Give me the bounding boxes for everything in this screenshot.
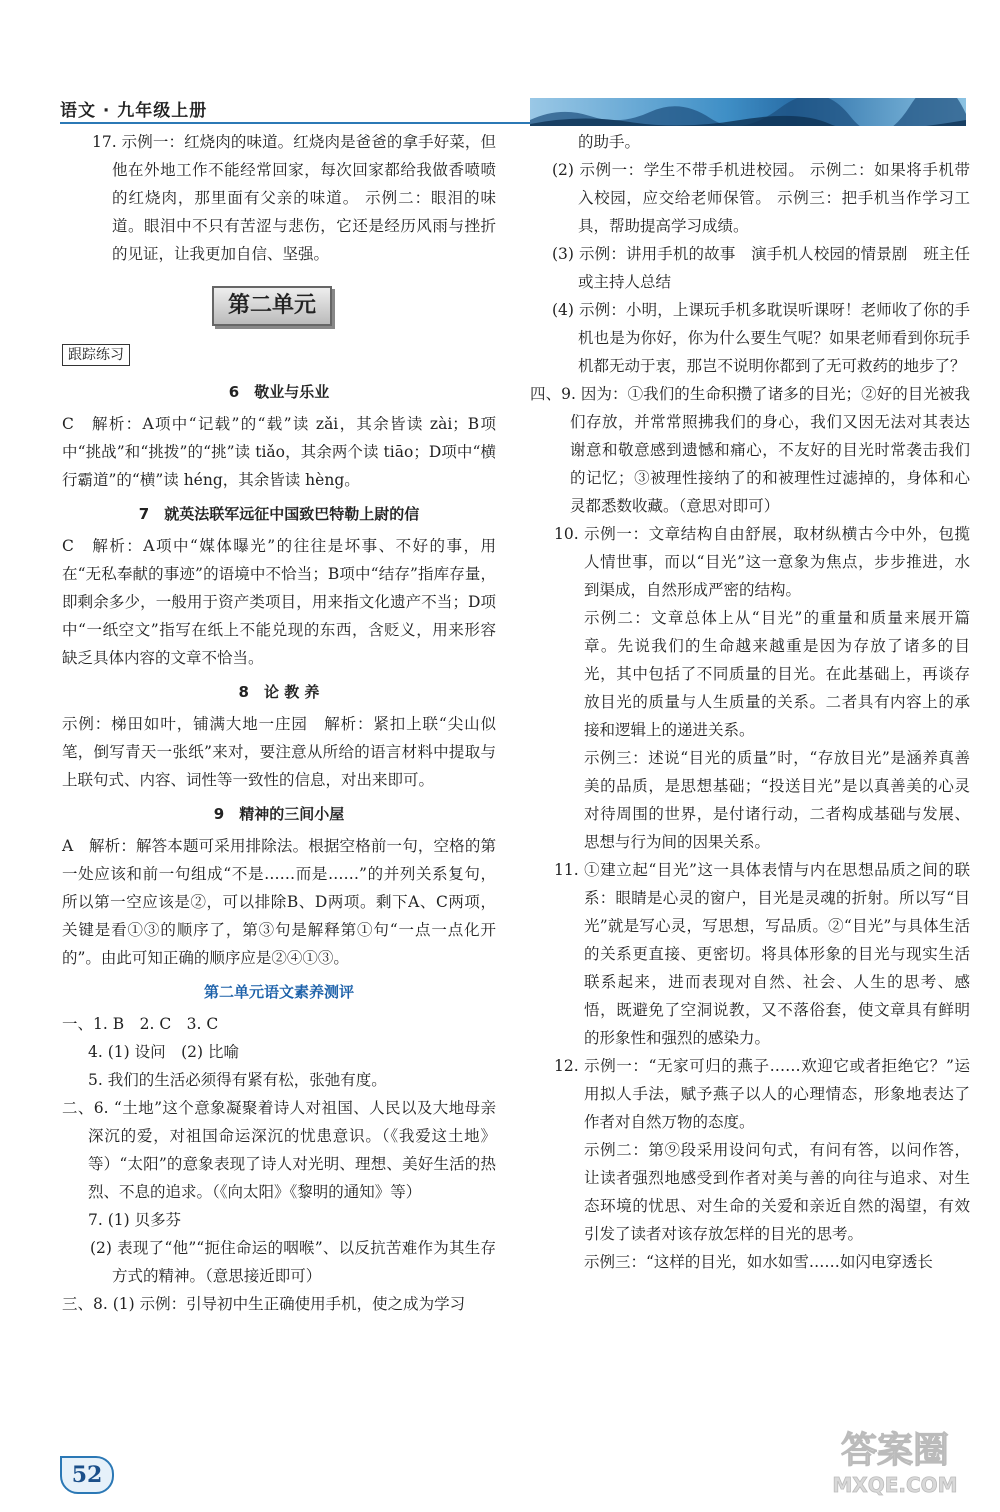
test-q12-2: 示例二：第⑨段采用设问句式，有问有答，以问作答，让读者强烈地感受到作者对美与善的向往与追求、对生态环境的忧思、对生命的关爱和亲近自然的渴望，有效引发了读者对该存放怎样的目光的思考。 [584, 1141, 970, 1243]
right-column [530, 128, 970, 1276]
test-q8-1-cont: 的助手。 [578, 133, 641, 151]
test-q10-1: 10. 示例一：文章结构自由舒展，取材纵横古今中外，包揽人情世事，而以“目光”这一意象为焦点，步步推进，水到渠成，自然形成严密的结构。 [554, 525, 970, 599]
header-rule [60, 122, 530, 124]
section-6-answer: C 解析：A项中“记载”的“载”读 zǎi，其余皆读 zài；B项中“挑战”和“挑拨”的“挑”读 tiǎo，其余两个读 tiāo；D项中“横行霸道”的“横”读 héng，其余皆读 hèng。 [62, 415, 496, 489]
test-q7-1: 7. (1) 贝多芬 [88, 1211, 182, 1229]
answer-17: 17. 示例一：红烧肉的味道。红烧肉是爸爸的拿手好菜，但他在外地工作不能经常回家，每次回家都给我做香喷喷的红烧肉，那里面有父亲的味道。 示例二：眼泪的味道。眼泪中不只有苦涩与悲伤，它还是经历风雨与挫折的见证，让我更加自信、坚强。 [92, 133, 496, 263]
test-q8-4: (4) 示例：小明，上课玩手机多耽误听课呀！老师收了你的手机也是为你好，你为什么要生气呢？如果老师看到你玩手机都无动于衷，那岂不说明你都到了无可救药的地步了？ [552, 301, 970, 375]
unit-title: 第二单元 [212, 286, 332, 326]
test-q12-1: 12. 示例一：“无家可归的燕子……欢迎它或者拒绝它？”运用拟人手法，赋予燕子以人的心理情态，形象地表达了作者对自然万物的态度。 [554, 1057, 970, 1131]
test-q1-3: 一、1. B 2. C 3. C [62, 1015, 219, 1033]
test-q10-2: 示例二：文章总体上从“目光”的重量和质量来展开篇章。先说我们的生命越来越重是因为存放了诸多的目光，其中包括了不同质量的目光。在此基础上，再谈存放目光的质量与人生质量的关系。二者具有内容上的承接和逻辑上的递进关系。 [584, 609, 970, 739]
test-q12-3: 示例三：“这样的目光，如水如雪……如闪电穿透长 [584, 1253, 933, 1271]
test-q4: 4. (1) 设问 (2) 比喻 [88, 1043, 239, 1061]
test-q5: 5. 我们的生活必须得有紧有松，张弛有度。 [88, 1071, 387, 1089]
svg-text:MXQE.COM: MXQE.COM [832, 1473, 958, 1497]
left-column [62, 128, 496, 1318]
test-q10-3: 示例三：述说“目光的质量”时，“存放目光”是涵养真善美的品质，是思想基础；“投送目光”是以真善美的心灵对待周围的世界，是付诸行动，二者构成基础与发展、思想与行为间的因果关系。 [584, 749, 970, 851]
test-q8-2: (2) 示例一：学生不带手机进校园。 示例二：如果将手机带入校园，应交给老师保管。 示例三：把手机当作学习工具，帮助提高学习成绩。 [552, 161, 970, 235]
section-8-answer: 示例：梯田如叶，铺满大地一庄园 解析：紧扣上联“尖山似笔，倒写青天一张纸”来对，要注意从所给的语言材料中提取与上联句式、内容、词性等一致性的信息，对出来即可。 [62, 715, 496, 789]
section-9-answer: A 解析：解答本题可采用排除法。根据空格前一句，空格的第一处应该和前一句组成“不是……而是……”的并列关系复句，所以第一空应该是②，可以排除B、D两项。剩下A、C两项，关键是看①③的顺序了，第③句是解释第①句“一点一点化开的”。由此可知正确的顺序应是②④①③。 [62, 837, 496, 967]
tracking-practice-tag: 跟踪练习 [62, 344, 130, 366]
section-9-title: 9 精神的三间小屋 [213, 805, 345, 823]
section-7-title: 7 就英法联军远征中国致巴特勒上尉的信 [138, 505, 420, 523]
test-q7-2: (2) 表现了“他”“扼住命运的咽喉”、以反抗苦难作为其生存方式的精神。（意思接近即可） [90, 1239, 496, 1285]
header-landscape-banner [530, 98, 966, 126]
watermark-logo [820, 1420, 970, 1500]
unit-test-title: 第二单元语文素养测评 [203, 983, 354, 1001]
test-q8-1: 三、8. (1) 示例：引导初中生正确使用手机，使之成为学习 [62, 1295, 466, 1313]
section-7-answer: C 解析：A项中“媒体曝光”的往往是坏事、不好的事，用在“无私奉献的事迹”的语境中不恰当；B项中“结存”指库存量，即剩余多少，一般用于资产类项目，用来指文化遗产不当；D项中“一纸空文”指写在纸上不能兑现的东西，含贬义，用来形容缺乏具体内容的文章不恰当。 [62, 537, 496, 667]
test-q9: 四、9. 因为：①我们的生命积攒了诸多的目光；②好的目光被我们存放，并常常照拂我们的身心，我们又因无法对其表达谢意和敬意感到遗憾和痛心，不友好的目光时常袭击我们的记忆；③被理性接纳了的和被理性过滤掉的，身体和心灵都悉数收藏。（意思对即可） [530, 385, 970, 515]
test-q8-3: (3) 示例：讲用手机的故事 演手机人校园的情景剧 班主任或主持人总结 [552, 245, 970, 291]
test-q11: 11. ①建立起“目光”这一具体表情与内在思想品质之间的联系：眼睛是心灵的窗户，目光是灵魂的折射。所以写“目光”就是写心灵，写思想，写品质。②“目光”与具体生活的关系更直接、更密切。将具体形象的目光与现实生活联系起来，进而表现对自然、社会、人生的思考、感悟，既避免了空洞说教，又不落俗套，使文章具有鲜明的形象性和强烈的感染力。 [554, 861, 970, 1047]
page-number: 52 [60, 1456, 114, 1494]
test-q6: 二、6. “土地”这个意象凝聚着诗人对祖国、人民以及大地母亲深沉的爱，对祖国命运深沉的忧患意识。（《我爱这土地》等）“太阳”的意象表现了诗人对光明、理想、美好生活的热烈、不息的追求。（《向太阳》《黎明的通知》等） [62, 1099, 496, 1201]
section-6-title: 6 敬业与乐业 [228, 383, 330, 401]
section-8-title: 8 论 教 养 [238, 683, 320, 701]
svg-text:答案圈: 答案圈 [840, 1430, 950, 1471]
running-header: 语文 · 九年级上册 [60, 101, 208, 121]
